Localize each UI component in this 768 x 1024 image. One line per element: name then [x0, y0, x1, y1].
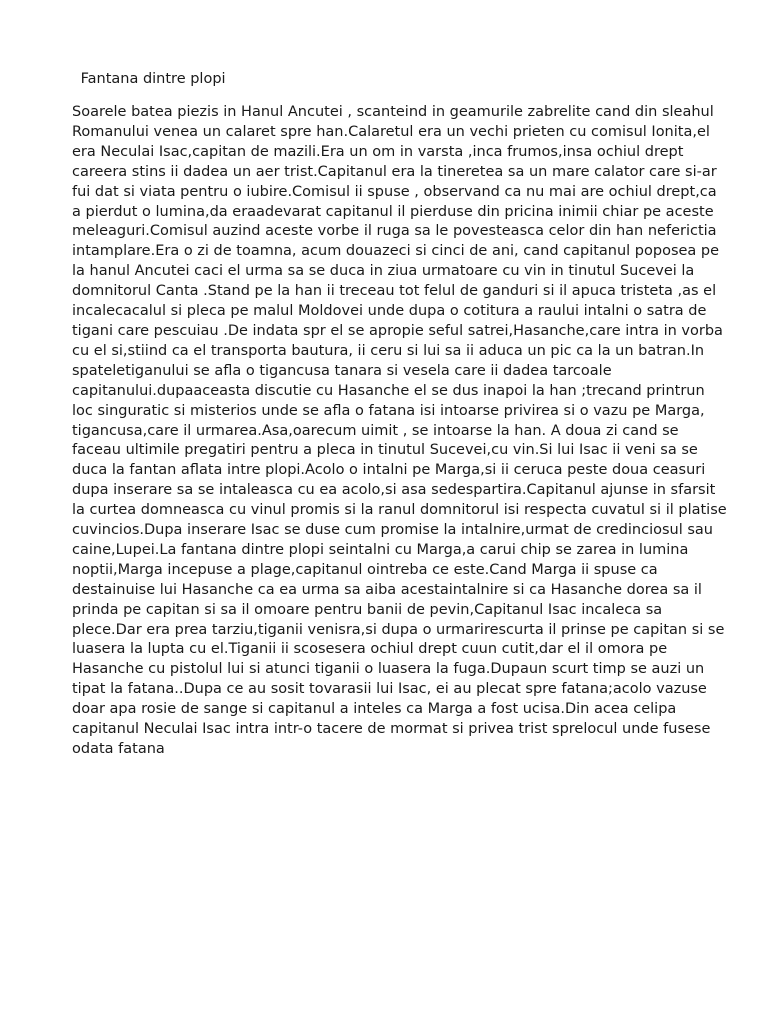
document-body: [72, 103, 727, 760]
body-line: tipat la fatana..Dupa ce au sosit tovarasii lui Isac, ei au plecat spre fatana;acolo vazuse: [72, 681, 707, 698]
body-line: Romanului venea un calaret spre han.Calaretul era un vechi prieten cu comisul Ionita,el: [72, 123, 710, 140]
body-line: era Neculai Isac,capitan de mazili.Era un om in varsta ,inca frumos,insa ochiul drept: [72, 143, 684, 160]
body-line: duca la fantan aflata intre plopi.Acolo o intalni pe Marga,si ii ceruca peste doua ceasuri: [72, 462, 706, 479]
body-line: cuvincios.Dupa inserare Isac se duse cum promise la intalnire,urmat de credinciosul sau: [72, 522, 713, 539]
body-line: tigancusa,care il urmarea.Asa,oarecum uimit , se intoarse la han. A doua zi cand se: [72, 422, 679, 439]
body-line: doar apa rosie de sange si capitanul a inteles ca Marga a fost ucisa.Din acea celipa: [72, 701, 677, 718]
body-line: intamplare.Era o zi de toamna, acum douazeci si cinci de ani, cand capitanul poposea pe: [72, 243, 720, 260]
body-line: noptii,Marga incepuse a plage,capitanul ointreba ce este.Cand Marga ii spuse ca: [72, 561, 658, 578]
body-line: faceau ultimile pregatiri pentru a pleca in tinutul Sucevei,cu vin.Si lui Isac ii veni sa se: [72, 442, 698, 459]
body-line: luasera la lupta cu el.Tiganii ii scosesera ochiul drept cuun cutit,dar el il omora pe: [72, 641, 668, 658]
body-line: caine,Lupei.La fantana dintre plopi seintalni cu Marga,a carui chip se zarea in lumina: [72, 541, 689, 558]
body-line: spateletiganului se afla o tigancusa tanara si vesela care ii dadea tarcoale: [72, 362, 612, 379]
body-line: a pierdut o lumina,da eraadevarat capitanul il pierduse din pricina inimii chiar pe aceste: [72, 203, 714, 220]
body-line: la curtea domneasca cu vinul promis si la ranul domnitorul isi respecta cuvatul si il platise: [72, 502, 727, 519]
body-line: fui dat si viata pentru o iubire.Comisul ii spuse , observand ca nu mai are ochiul drept,ca: [72, 183, 717, 200]
body-line: capitanul Neculai Isac intra intr-o tacere de mormat si privea trist sprelocul unde fusese: [72, 721, 711, 738]
body-line: incalecacalul si pleca pe malul Moldovei unde dupa o cotitura a raului intalni o satra de: [72, 303, 707, 320]
body-line: careera stins ii dadea un aer trist.Capitanul era la tineretea sa un mare calator care si-ar: [72, 163, 717, 180]
body-line: tigani care pescuiau .De indata spr el se apropie seful satrei,Hasanche,care intra in vorba: [72, 322, 723, 339]
body-line: capitanului.dupaaceasta discutie cu Hasanche el se dus inapoi la han ;trecand printrun: [72, 382, 705, 399]
body-line: prinda pe capitan si sa il omoare pentru banii de pevin,Capitanul Isac incaleca sa: [72, 601, 663, 618]
body-line: domnitorul Canta .Stand pe la han ii treceau tot felul de ganduri si il apuca tristeta ,as el: [72, 283, 717, 300]
body-line: destainuise lui Hasanche ca ea urma sa aiba acestaintalnire si ca Hasanche dorea sa il: [72, 581, 702, 598]
body-line: la hanul Ancutei caci el urma sa se duca in ziua urmatoare cu vin in tinutul Sucevei la: [72, 263, 695, 280]
body-line: loc singuratic si misterios unde se afla o fatana isi intoarse privirea si o vazu pe Marga,: [72, 402, 705, 419]
body-line: odata fatana: [72, 741, 165, 757]
body-line: plece.Dar era prea tarziu,tiganii venisra,si dupa o urmarirescurta il prinse pe capitan si se: [72, 621, 725, 638]
body-line: Hasanche cu pistolul lui si atunci tiganii o luasera la fuga.Dupaun scurt timp se auzi un: [72, 661, 705, 678]
document-title: Fantana dintre plopi: [76, 71, 226, 87]
body-line: cu el si,stiind ca el transporta bautura, ii ceru si lui sa ii aduca un pic ca la un batran.In: [72, 342, 705, 359]
body-line: dupa inserare sa se intaleasca cu ea acolo,si asa sedespartira.Capitanul ajunse in sfarsit: [72, 482, 716, 499]
body-line: meleaguri.Comisul auzind aceste vorbe il ruga sa le povesteasca celor din han neferictia: [72, 223, 717, 240]
body-line: Soarele batea piezis in Hanul Ancutei , scanteind in geamurile zabrelite cand din sleahul: [72, 104, 714, 120]
